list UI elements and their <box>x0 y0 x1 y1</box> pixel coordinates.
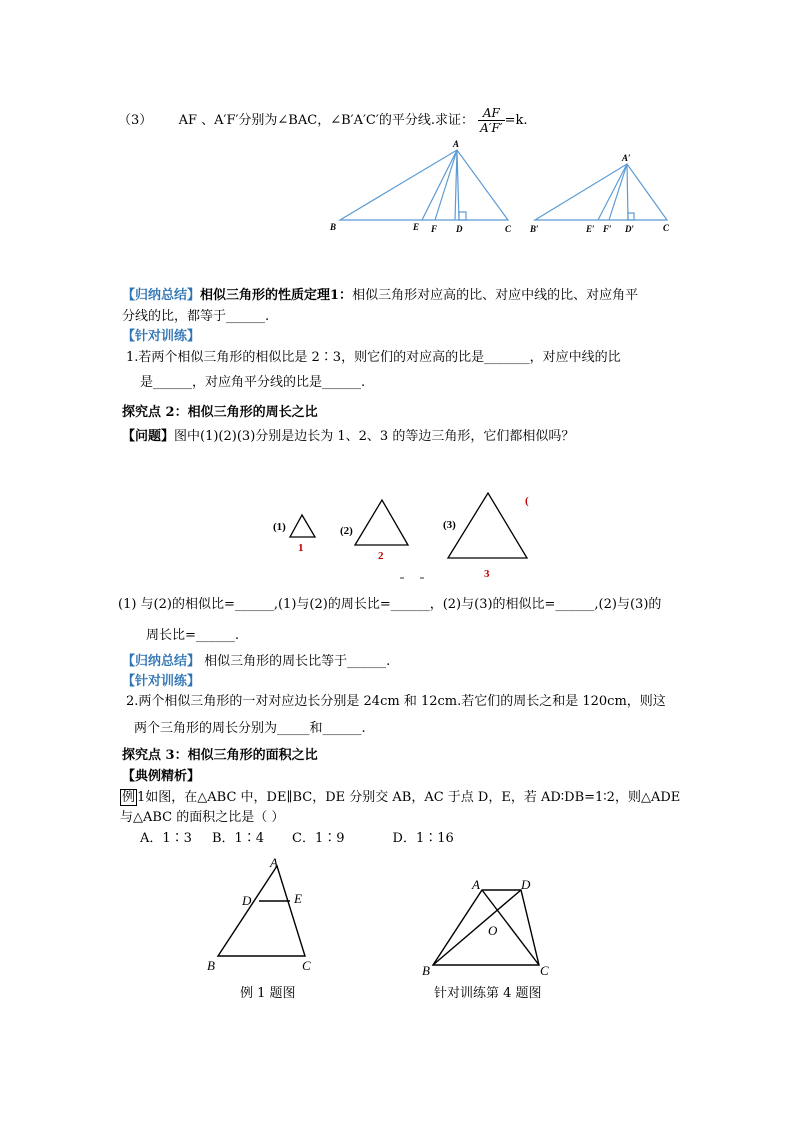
equilateral-triangles-figure <box>265 488 555 588</box>
line-ad-prime <box>627 164 628 220</box>
fig4-label-a: A <box>472 877 480 892</box>
question-text: 图中(1)(2)(3)分别是边长为 1、2、3 的等边三角形，它们都相似吗？ <box>174 429 575 444</box>
fig3-label-c: C <box>302 958 311 973</box>
label-b: B <box>330 222 337 232</box>
example-text1: 1如图，在△ABC 中，DE∥BC，DE 分别交 AB，AC 于点 D，E，若 AD∶DB=1∶2，则△ADE <box>137 790 681 805</box>
label-a-prime: A′ <box>622 153 631 163</box>
fig4-label-d: D <box>521 877 531 892</box>
fig4-label-o: O <box>488 923 498 938</box>
summary1-theorem: 相似三角形的性质定理1： <box>200 288 353 303</box>
similar-triangles-figure <box>325 138 685 238</box>
summary1-tag: 【归纳总结】 <box>122 288 201 303</box>
triangle-3-side: 3 <box>484 568 490 580</box>
example-options <box>140 830 454 848</box>
fig4-label-b: B <box>422 963 430 978</box>
label-d: D <box>456 224 463 234</box>
label-e-prime: E′ <box>586 224 595 234</box>
summary2 <box>122 653 390 671</box>
summary2-tag: 【归纳总结】 <box>122 654 201 669</box>
label-a: A <box>453 139 460 149</box>
part3-statement <box>118 106 527 135</box>
label-f: F <box>431 224 438 234</box>
option-a: A．1∶3 <box>140 831 192 846</box>
example-tag: 【典例精析】 <box>122 769 201 784</box>
summary1 <box>122 287 638 305</box>
label-c-prime: C <box>663 223 670 233</box>
triangle-abc-prime <box>535 164 667 220</box>
ratio-question-line1: (1) 与(2)的相似比=______,(1)与(2)的周长比=______，(2)与(3)的相似比=______,(2)与(3)的 <box>118 597 662 612</box>
point2-title: 探究点 2：相似三角形的周长之比 <box>122 405 318 420</box>
ratio-question-line2: 周长比=______. <box>146 628 240 643</box>
fraction-numerator: AF <box>478 106 504 121</box>
example1-figure <box>200 852 330 977</box>
training2-tag: 【针对训练】 <box>122 674 201 689</box>
triangle-3 <box>448 493 527 558</box>
summary1-line2: 分线的比，都等于______. <box>122 309 270 324</box>
line-af-prime <box>609 164 627 220</box>
point3-title: 探究点 3：相似三角形的面积之比 <box>122 748 318 763</box>
part3-tail: =k. <box>504 113 528 128</box>
label-d-prime: D′ <box>625 224 635 234</box>
training2-line1: 2.两个相似三角形的一对对应边长分别是 24cm 和 12cm.若它们的周长之和是 120cm，则这 <box>126 694 666 709</box>
training1-tag: 【针对训练】 <box>122 329 201 344</box>
triangle-abc <box>218 866 305 956</box>
training4-figure <box>418 872 558 980</box>
trapezoid-abcd <box>433 890 539 965</box>
fig3-label-a: A <box>270 855 278 870</box>
stray-mark: ( <box>525 495 529 507</box>
training1-line1: 1.若两个相似三角形的相似比是 2∶3，则它们的对应高的比是_______，对应中线的比 <box>126 350 621 365</box>
part3-text: AF 、A′F′分别为∠BAC，∠B′A′C′的平分线.求证： <box>178 113 474 128</box>
label-f-prime: F′ <box>603 224 612 234</box>
summary2-text: 相似三角形的周长比等于______. <box>200 654 391 669</box>
example1-caption: 例 1 题图 <box>240 986 296 1001</box>
option-b: B．1∶4 <box>211 831 265 846</box>
fig4-label-c: C <box>540 963 549 978</box>
question-tag: 【问题】 <box>122 429 175 444</box>
example-mark: 例 <box>122 790 136 805</box>
example-line1 <box>120 789 680 807</box>
training4-caption: 针对训练第 4 题图 <box>434 986 542 1001</box>
triangle-2-label: (2) <box>340 525 353 537</box>
triangle-1 <box>290 515 315 537</box>
example-line2: 与△ABC 的面积之比是（ ） <box>120 810 285 825</box>
triangle-1-label: (1) <box>273 521 286 533</box>
diagonal-bd <box>433 890 521 965</box>
triangle-2 <box>355 500 408 545</box>
training2-line2: 两个三角形的周长分别为_____和______. <box>134 721 366 736</box>
fig3-label-b: B <box>207 958 215 973</box>
training1-line2: 是______，对应角平分线的比是______. <box>140 375 366 390</box>
fig3-label-d: D <box>242 893 252 908</box>
fraction-denominator: A′F′ <box>480 121 503 135</box>
right-angle-mark-prime <box>628 213 634 220</box>
line-ad2 <box>455 150 457 220</box>
triangle-1-side: 1 <box>298 542 304 554</box>
label-c: C <box>505 224 512 234</box>
triangle-abc <box>340 150 508 220</box>
summary1-line1: 相似三角形对应高的比、对应中线的比、对应角平 <box>352 288 639 303</box>
triangle-2-side: 2 <box>378 550 384 562</box>
question <box>122 428 574 446</box>
ratio-fraction <box>478 106 504 135</box>
triangle-3-label: (3) <box>443 519 456 531</box>
fig3-label-e: E <box>294 891 302 906</box>
right-angle-mark <box>459 212 466 220</box>
part3-label: （3） <box>118 113 153 128</box>
label-b-prime: B′ <box>530 224 539 234</box>
option-d: D．1∶16 <box>392 831 454 846</box>
option-c: C．1∶9 <box>292 831 345 846</box>
label-e: E <box>413 222 420 232</box>
